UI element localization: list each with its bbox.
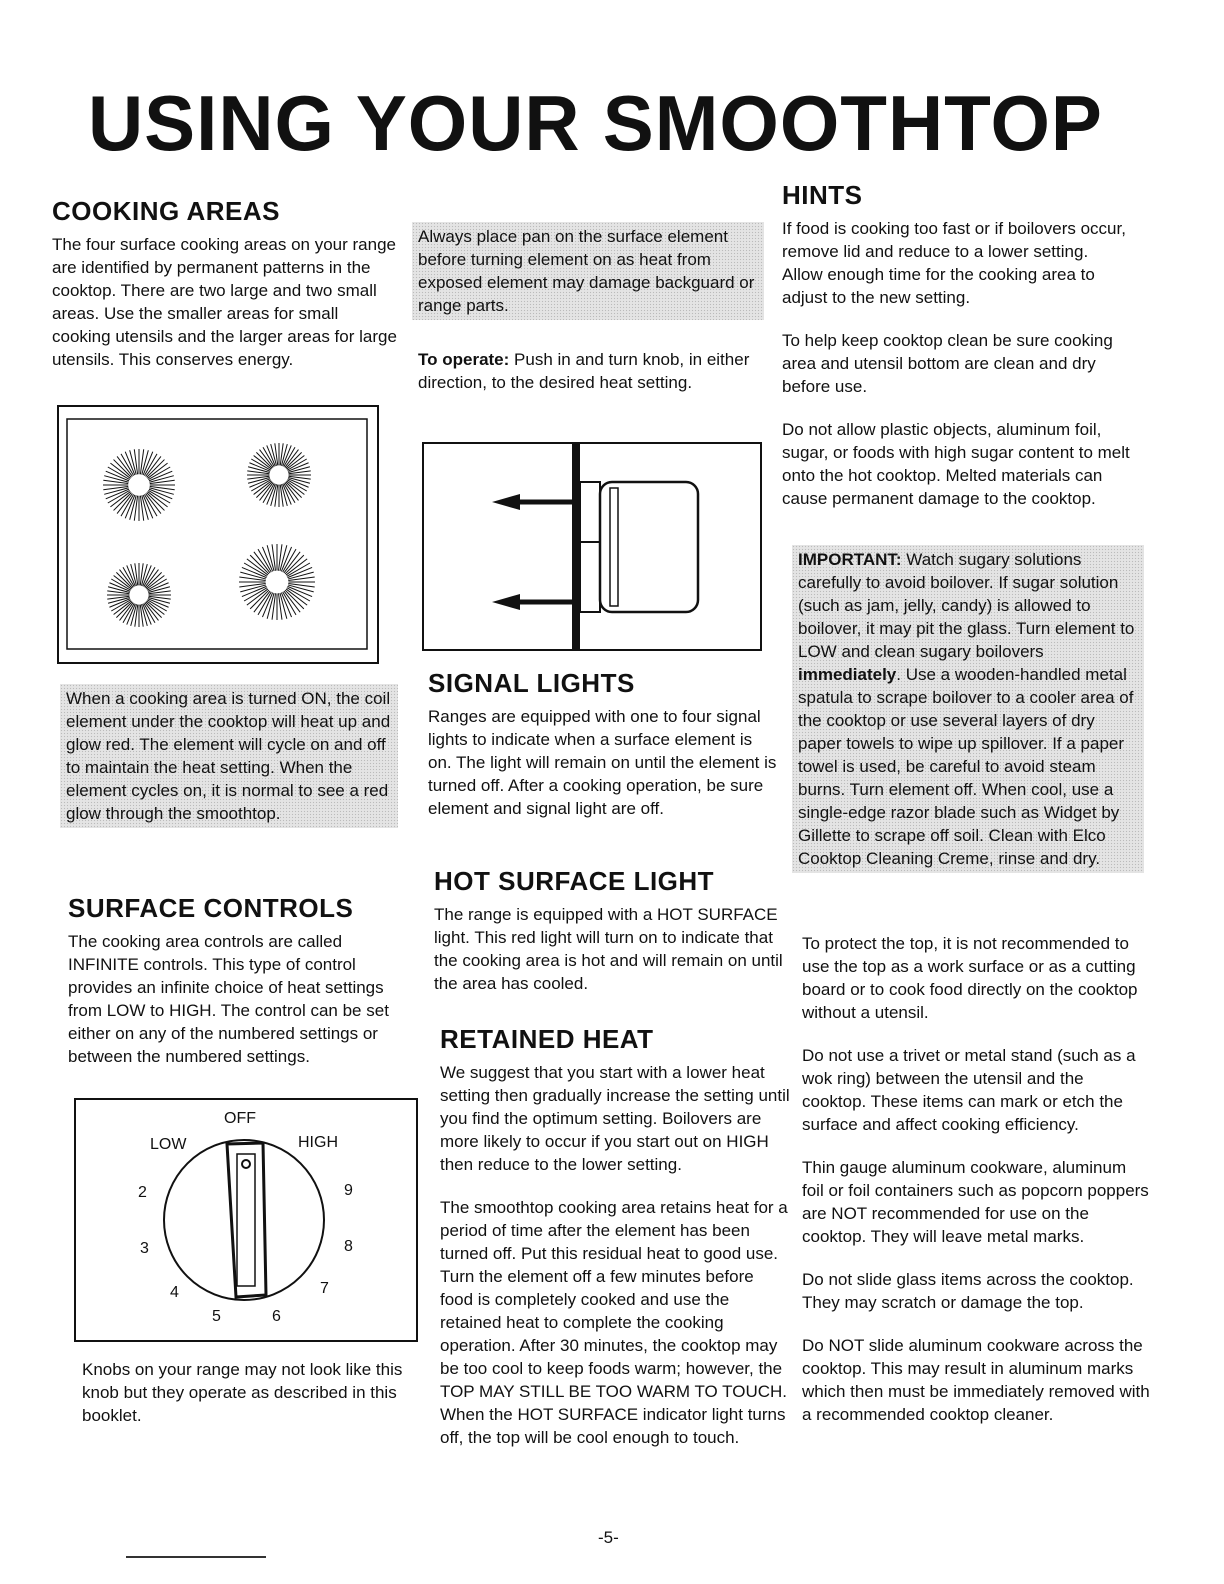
divider (126, 1556, 266, 1558)
knob-caption-text: Knobs on your range may not look like this knob but they operate as described in this booklet. (82, 1360, 403, 1425)
hints-text-5: Do not use a trivet or metal stand (such as a wok ring) between the utensil and the cooktop. These items can mark or etch the surface and affect cooking efficiency. (802, 1046, 1136, 1134)
page-number: -5- (598, 1528, 619, 1547)
burner-large-icon (103, 449, 175, 521)
hints-text-3: Do not allow plastic objects, aluminum foil, sugar, or foods with high sugar content to melt onto the hot cooktop. Melted materials can cause permanent damage to the cooktop. (782, 420, 1130, 508)
signal-lights-heading: SIGNAL LIGHTS (428, 668, 635, 698)
hints-text-6: Thin gauge aluminum cookware, aluminum foil or foil containers such as popcorn poppers are NOT recommended for use on the cooktop. They will leave metal marks. (802, 1158, 1149, 1246)
to-operate (418, 348, 763, 414)
knob-label-8: 8 (344, 1238, 353, 1255)
burner-small-icon (247, 443, 311, 507)
knob-label-high: HIGH (298, 1134, 338, 1151)
knob-label-2: 2 (138, 1184, 147, 1201)
surface-controls-heading: SURFACE CONTROLS (68, 893, 354, 923)
knob-dial-icon (76, 1100, 416, 1340)
retained-heat-section (440, 1024, 790, 1469)
burner-large-icon (239, 544, 315, 620)
retained-heat-text-2: The smoothtop cooking area retains heat for a period of time after the element has been turned off. Put this residual heat to good use. Turn the element off a few minutes before food is completely cooked and use the retained heat to complete the cooking operation. After 30 minutes, the cooktop may be too cool to keep foods warm; however, the TOP MAY STILL BE TOO WARM TO TOUCH. When the HOT SURFACE indicator light turns off, the top will be cool enough to touch. (440, 1198, 788, 1447)
hints-section (782, 180, 1132, 530)
knob-diagram (74, 1098, 418, 1342)
important-label: IMPORTANT: (798, 550, 902, 569)
important-box (792, 545, 1144, 873)
knob-label-9: 9 (344, 1182, 353, 1199)
hot-surface-heading: HOT SURFACE LIGHT (434, 866, 715, 896)
hints-text-7: Do not slide glass items across the cooktop. They may scratch or damage the top. (802, 1270, 1134, 1312)
knob-label-5: 5 (212, 1308, 221, 1325)
knob-label-6: 6 (272, 1308, 281, 1325)
hot-surface-section (434, 866, 784, 1015)
knob-label-low: LOW (150, 1136, 187, 1153)
cooktop-diagram (57, 405, 379, 664)
glow-note (60, 684, 398, 828)
important-text-b: . Use a wooden-handled metal spatula to scrape boilover to a cooler area of the cooktop or use several layers of dry paper towels to wipe up spillover. If a paper towel is used, be careful to avoid steam burns. Turn element off. When cool, use a single-edge razor blade such as Widget by Gillette to scrape off soil. Clean with Elco Cooktop Cleaning Creme, rinse and dry. (798, 665, 1134, 868)
hints-text-2: To help keep cooktop clean be sure cooking area and utensil bottom are clean and dry before use. (782, 331, 1113, 396)
knob-push-diagram (422, 442, 762, 651)
knob-label-7: 7 (320, 1280, 329, 1297)
page-title: USING YOUR SMOOTHTOP (88, 79, 1103, 167)
signal-lights-section (428, 668, 778, 840)
knob-label-4: 4 (170, 1284, 179, 1301)
important-text-a: Watch sugary solutions carefully to avoid boilover. If sugar solution (such as jam, jelly, candy) is allowed to boilover, it may pit the glass. Turn element to LOW and clean sugary boilovers (798, 550, 1135, 661)
hot-surface-text: The range is equipped with a HOT SURFACE light. This red light will turn on to indicate that the cooking area is hot and will remain on until the area has cooled. (434, 905, 783, 993)
hints-text-8: Do NOT slide aluminum cookware across the cooktop. This may result in aluminum marks which then must be immediately removed with a recommended cooktop cleaner. (802, 1336, 1150, 1424)
cooking-areas-heading: COOKING AREAS (52, 196, 280, 226)
important-emphasis: immediately (798, 665, 897, 684)
to-operate-label: To operate: (418, 350, 510, 369)
pan-warning-text: Always place pan on the surface element before turning element on as heat from exposed element may damage backguard or range parts. (418, 227, 755, 315)
cooktop-burners-illustration (59, 407, 377, 662)
hints-continued (802, 932, 1152, 1446)
burner-small-icon (107, 563, 171, 627)
surface-controls-text: The cooking area controls are called INFINITE controls. This type of control provides an infinite choice of heat settings from LOW to HIGH. The control can be set either on any of the numbered settings or between the numbered settings. (68, 932, 389, 1066)
to-operate-text: Push in and turn knob, in either direction, to the desired heat setting. (418, 350, 750, 392)
surface-controls-section (68, 893, 413, 1088)
retained-heat-heading: RETAINED HEAT (440, 1024, 654, 1054)
signal-lights-text: Ranges are equipped with one to four signal lights to indicate when a surface element is on. The light will remain on until the element is turned off. After a cooking operation, be sure element and signal light are off. (428, 707, 777, 818)
knob-label-off: OFF (224, 1110, 256, 1127)
glow-note-text: When a cooking area is turned ON, the coil element under the cooktop will heat up and glow red. The element will cycle on and off to maintain the heat setting. When the element cycles on, it is normal to see a red glow through the smoothtop. (66, 689, 391, 823)
cooking-areas-text: The four surface cooking areas on your range are identified by permanent patterns in the cooktop. There are two large and two small areas. Use the smaller areas for small cooking utensils and the larger areas for large utensils. This conserves energy. (52, 235, 397, 369)
cooking-areas-section (52, 196, 397, 391)
push-turn-knob-illustration (424, 444, 760, 649)
hints-text-4: To protect the top, it is not recommended to use the top as a work surface or as a cutting board or to cook food directly on the cooktop without a utensil. (802, 934, 1138, 1022)
knob-label-3: 3 (140, 1240, 149, 1257)
pan-warning (412, 222, 764, 320)
knob-caption (82, 1358, 427, 1447)
hints-heading: HINTS (782, 180, 863, 210)
retained-heat-text-1: We suggest that you start with a lower heat setting then gradually increase the setting until you find the optimum setting. Boilovers are more likely to occur if you start out on HIGH then reduce to the lower setting. (440, 1063, 790, 1174)
hints-text-1: If food is cooking too fast or if boilovers occur, remove lid and reduce to a lower setting. Allow enough time for the cooking area to adjust to the new setting. (782, 219, 1126, 307)
